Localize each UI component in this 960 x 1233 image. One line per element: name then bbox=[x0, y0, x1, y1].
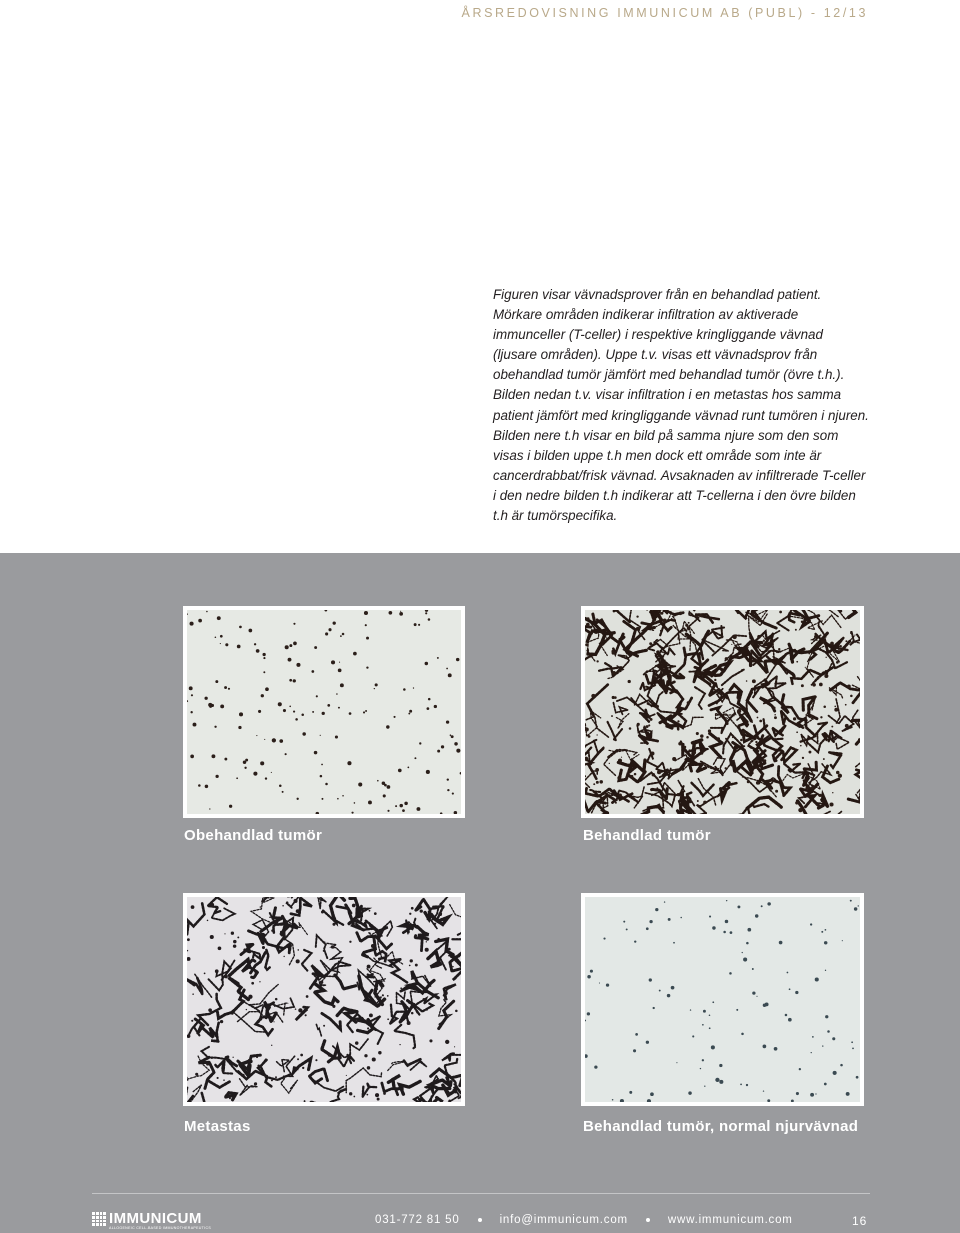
label-untreated-tumor: Obehandlad tumör bbox=[184, 827, 323, 844]
footer-phone: 031-772 81 50 bbox=[375, 1214, 460, 1226]
photo-normal-kidney-tissue bbox=[581, 893, 864, 1106]
bullet-separator bbox=[646, 1218, 650, 1222]
photo-treated-tumor bbox=[581, 606, 864, 818]
photo-metastasis bbox=[183, 893, 465, 1106]
running-header: ÅRSREDOVISNING IMMUNICUM AB (PUBL) - 12/13 bbox=[461, 6, 868, 20]
logo-wordmark: IMMUNICUM bbox=[109, 1210, 202, 1227]
logo-grid-icon bbox=[92, 1212, 106, 1226]
footer-email[interactable]: info@immunicum.com bbox=[499, 1214, 628, 1226]
bullet-separator bbox=[478, 1218, 482, 1222]
photo-untreated-tumor bbox=[183, 606, 465, 818]
label-normal-kidney-tissue: Behandlad tumör, normal njurvävnad bbox=[583, 1118, 859, 1135]
page-number: 16 bbox=[852, 1214, 868, 1228]
footer-divider bbox=[92, 1193, 870, 1194]
footer-website[interactable]: www.immunicum.com bbox=[667, 1214, 793, 1226]
immunicum-logo bbox=[92, 1212, 211, 1232]
label-treated-tumor: Behandlad tumör bbox=[583, 827, 711, 844]
figure-caption: Figuren visar vävnadsprover från en behandlad patient. Mörkare områden indikerar infiltration av aktiverade immunceller (T-celler) i respektive kringliggande vävnad (ljusare områden). Uppe t.v. visas ett vävnadsprov från obehandlad tumör jämfört med behandlad tumör (övre t.h.). Bilden nedan t.v. visar infiltration i en metastas hos samma patient jämfört med kringliggande vävnad runt tumören i njuren. Bilden nere t.h visar en bild på samma njure som den som visas i bilden uppe t.h men dock ett område som inte är cancerdrabbat/frisk vävnad. Avsaknaden av infiltrerade T-celler i den nedre bilden t.h indikerar att T-cellerna i den övre bilden t.h är tumörspecifika. bbox=[493, 287, 869, 524]
footer-contacts bbox=[375, 1214, 793, 1226]
logo-tagline: ALLOGENEIC CELL-BASED IMMUNOTHERAPEUTICS bbox=[109, 1226, 212, 1230]
label-metastasis: Metastas bbox=[184, 1118, 251, 1135]
